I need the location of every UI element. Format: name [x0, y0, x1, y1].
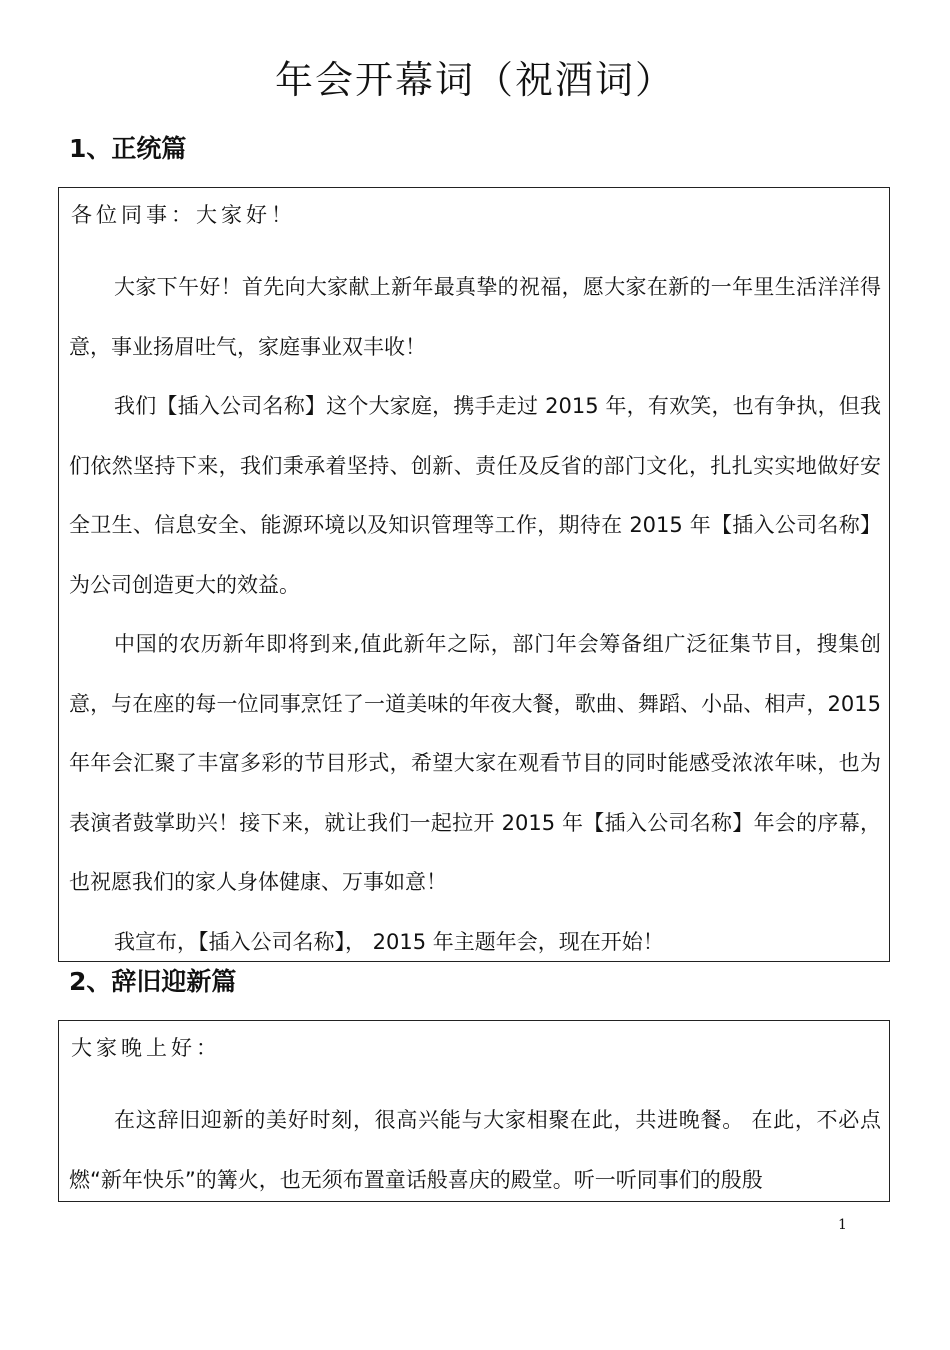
paragraph: 中国的农历新年即将到来,值此新年之际，部门年会筹备组广泛征集节目，搜集创意，与在座的每一位同事烹饪了一道美味的年夜大餐，歌曲、舞蹈、小品、相声，2015 年年会汇聚了丰富多彩的节目形式，希望大家在观看节目的同时能感受浓浓年味，也为表演者鼓掌助兴！接下来，就让我们一起拉开 2015 年【插入公司名称】年会的序幕，也祝愿我们的家人身体健康、万事如意！ [69, 632, 881, 894]
paragraph: 我宣布，【插入公司名称】， 2015 年主题年会，现在开始！ [114, 929, 664, 954]
section-heading-1: 1、正统篇 [69, 134, 187, 163]
section-heading-2: 2、辞旧迎新篇 [69, 967, 237, 996]
paragraph: 在这辞旧迎新的美好时刻，很高兴能与大家相聚在此，共进晚餐。 在此，不必点燃“新年快乐”的篝火，也无须布置童话般喜庆的殿堂。听一听同事们的殷殷 [69, 1108, 881, 1192]
greeting-text: 大家晚上好： [71, 1036, 221, 1060]
greeting-text: 各位同事：大家好！ [71, 203, 296, 227]
section-box-2 [58, 1020, 890, 1202]
page-number: 1 [838, 1217, 847, 1233]
paragraph: 大家下午好！首先向大家献上新年最真挚的祝福，愿大家在新的一年里生活洋洋得意，事业扬眉吐气，家庭事业双丰收！ [69, 275, 881, 359]
document-title: 年会开幕词（祝酒词） [274, 58, 675, 102]
section-box-1 [58, 187, 890, 962]
paragraph: 我们【插入公司名称】这个大家庭，携手走过 2015 年，有欢笑，也有争执，但我们依然坚持下来，我们秉承着坚持、创新、责任及反省的部门文化，扎扎实实地做好安全卫生、信息安全、能源环境以及知识管理等工作，期待在 2015 年【插入公司名称】为公司创造更大的效益。 [69, 394, 881, 597]
